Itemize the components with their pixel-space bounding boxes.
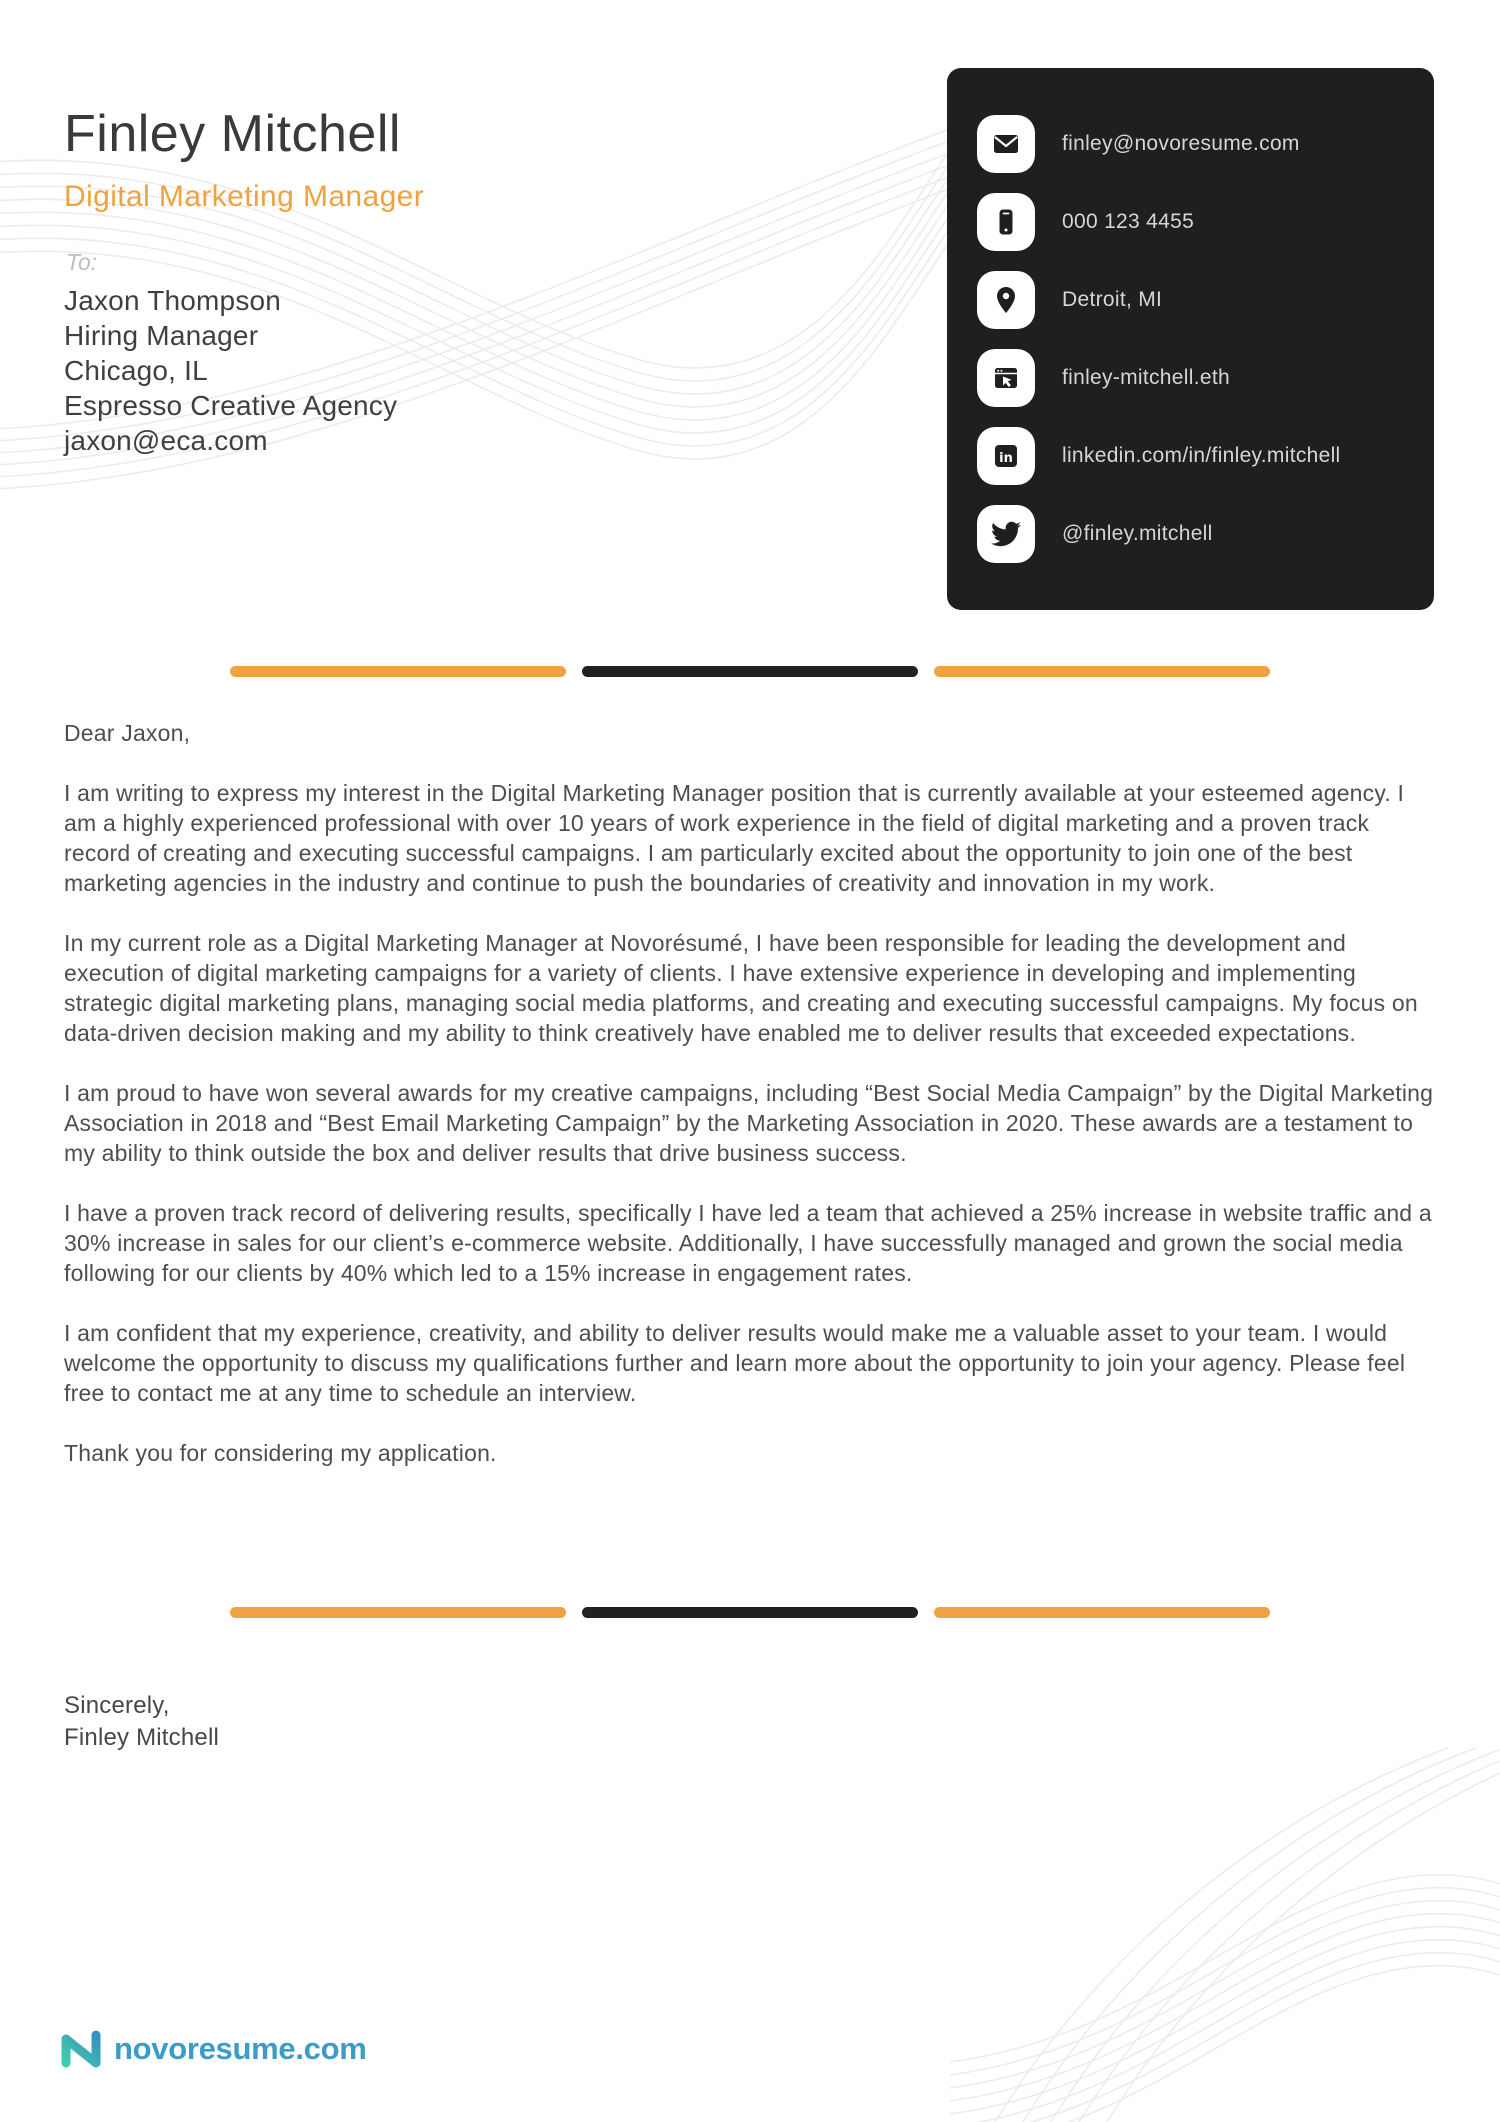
recipient-location: Chicago, IL [64,355,208,386]
letter-paragraph: I have a proven track record of delivering results, specifically I have led a team that achieved a 25% increase in website traffic and a 30% increase in sales for our client’s e-commerce website. Additionally, I have successfully managed and grown the social media following for our clients by 40% which led to a 15% increase in engagement rates. [64,1200,1432,1286]
letter-paragraph: Thank you for considering my application. [64,1440,497,1466]
contact-value-linkedin: linkedin.com/in/finley.mitchell [1062,444,1341,467]
contact-row-email [947,105,1434,183]
divider-segment-orange [934,666,1270,677]
letter-paragraph: I am confident that my experience, creativity, and ability to deliver results would make me a valuable asset to your team. I would welcome the opportunity to discuss my qualifications further and learn more about the opportunity to join your agency. Please feel free to contact me at any time to schedule an interview. [64,1320,1406,1406]
recipient-name: Jaxon Thompson [64,285,282,316]
salutation: Dear Jaxon, [64,720,191,746]
email-icon [977,115,1035,173]
divider-segment-orange [230,666,566,677]
section-divider-bottom [230,1607,1270,1618]
letter-paragraph: I am writing to express my interest in the Digital Marketing Manager position that is currently available at your esteemed agency. I am a highly experienced professional with over 10 years of work experience in the field of digital marketing and a proven track record of creating and executing successful campaigns. I am particularly excited about the opportunity to join one of the best marketing agencies in the industry and continue to push the boundaries of creativity and innovation in my work. [64,780,1405,896]
recipient-block [64,283,397,458]
contact-value-twitter: @finley.mitchell [1062,522,1213,545]
recipient-email: jaxon@eca.com [64,425,268,456]
divider-segment-orange [230,1607,566,1618]
novoresume-n-icon [58,2026,104,2072]
novoresume-logo[interactable] [58,2026,367,2072]
divider-segment-orange [934,1607,1270,1618]
svg-text:in: in [999,451,1013,466]
recipient-company: Espresso Creative Agency [64,390,398,421]
recipient-role: Hiring Manager [64,320,259,351]
letter-body [64,718,1438,1498]
contact-value-website: finley-mitchell.eth [1062,366,1230,389]
contact-card [947,68,1434,610]
closing-block [64,1690,219,1754]
contact-value-email: finley@novoresume.com [1062,132,1300,155]
twitter-icon [977,505,1035,563]
location-icon [977,271,1035,329]
contact-value-location: Detroit, MI [1062,288,1163,311]
contact-row-linkedin [947,417,1434,495]
contact-row-website [947,339,1434,417]
letter-paragraph: In my current role as a Digital Marketing Manager at Novorésumé, I have been responsible for leading the development and execution of digital marketing campaigns for a variety of clients. I have extensive experience in developing and implementing strategic digital marketing plans, managing social media platforms, and creating and executing successful campaigns. My focus on data-driven decision making and my ability to think creatively have enabled me to deliver results that exceeded expectations. [64,930,1418,1046]
website-icon [977,349,1035,407]
linkedin-icon [977,427,1035,485]
recipient-label: To: [66,249,98,275]
signature-name: Finley Mitchell [64,1724,220,1751]
logo-text: novoresume.com [114,2031,367,2066]
divider-segment-dark [582,1607,918,1618]
job-title: Digital Marketing Manager [64,180,425,213]
letter-paragraph: I am proud to have won several awards for my creative campaigns, including “Best Social Media Campaign” by the Digital Marketing Association in 2018 and “Best Email Marketing Campaign” by the Marketing Association in 2020. These awards are a testament to my ability to think outside the box and deliver results that drive business success. [64,1080,1434,1166]
contact-row-location [947,261,1434,339]
contact-value-phone: 000 123 4455 [1062,210,1195,233]
phone-icon [977,193,1035,251]
person-name: Finley Mitchell [64,105,401,163]
closing-text: Sincerely, [64,1692,170,1719]
section-divider-top [230,666,1270,677]
divider-segment-dark [582,666,918,677]
contact-row-twitter [947,495,1434,573]
contact-row-phone [947,183,1434,261]
